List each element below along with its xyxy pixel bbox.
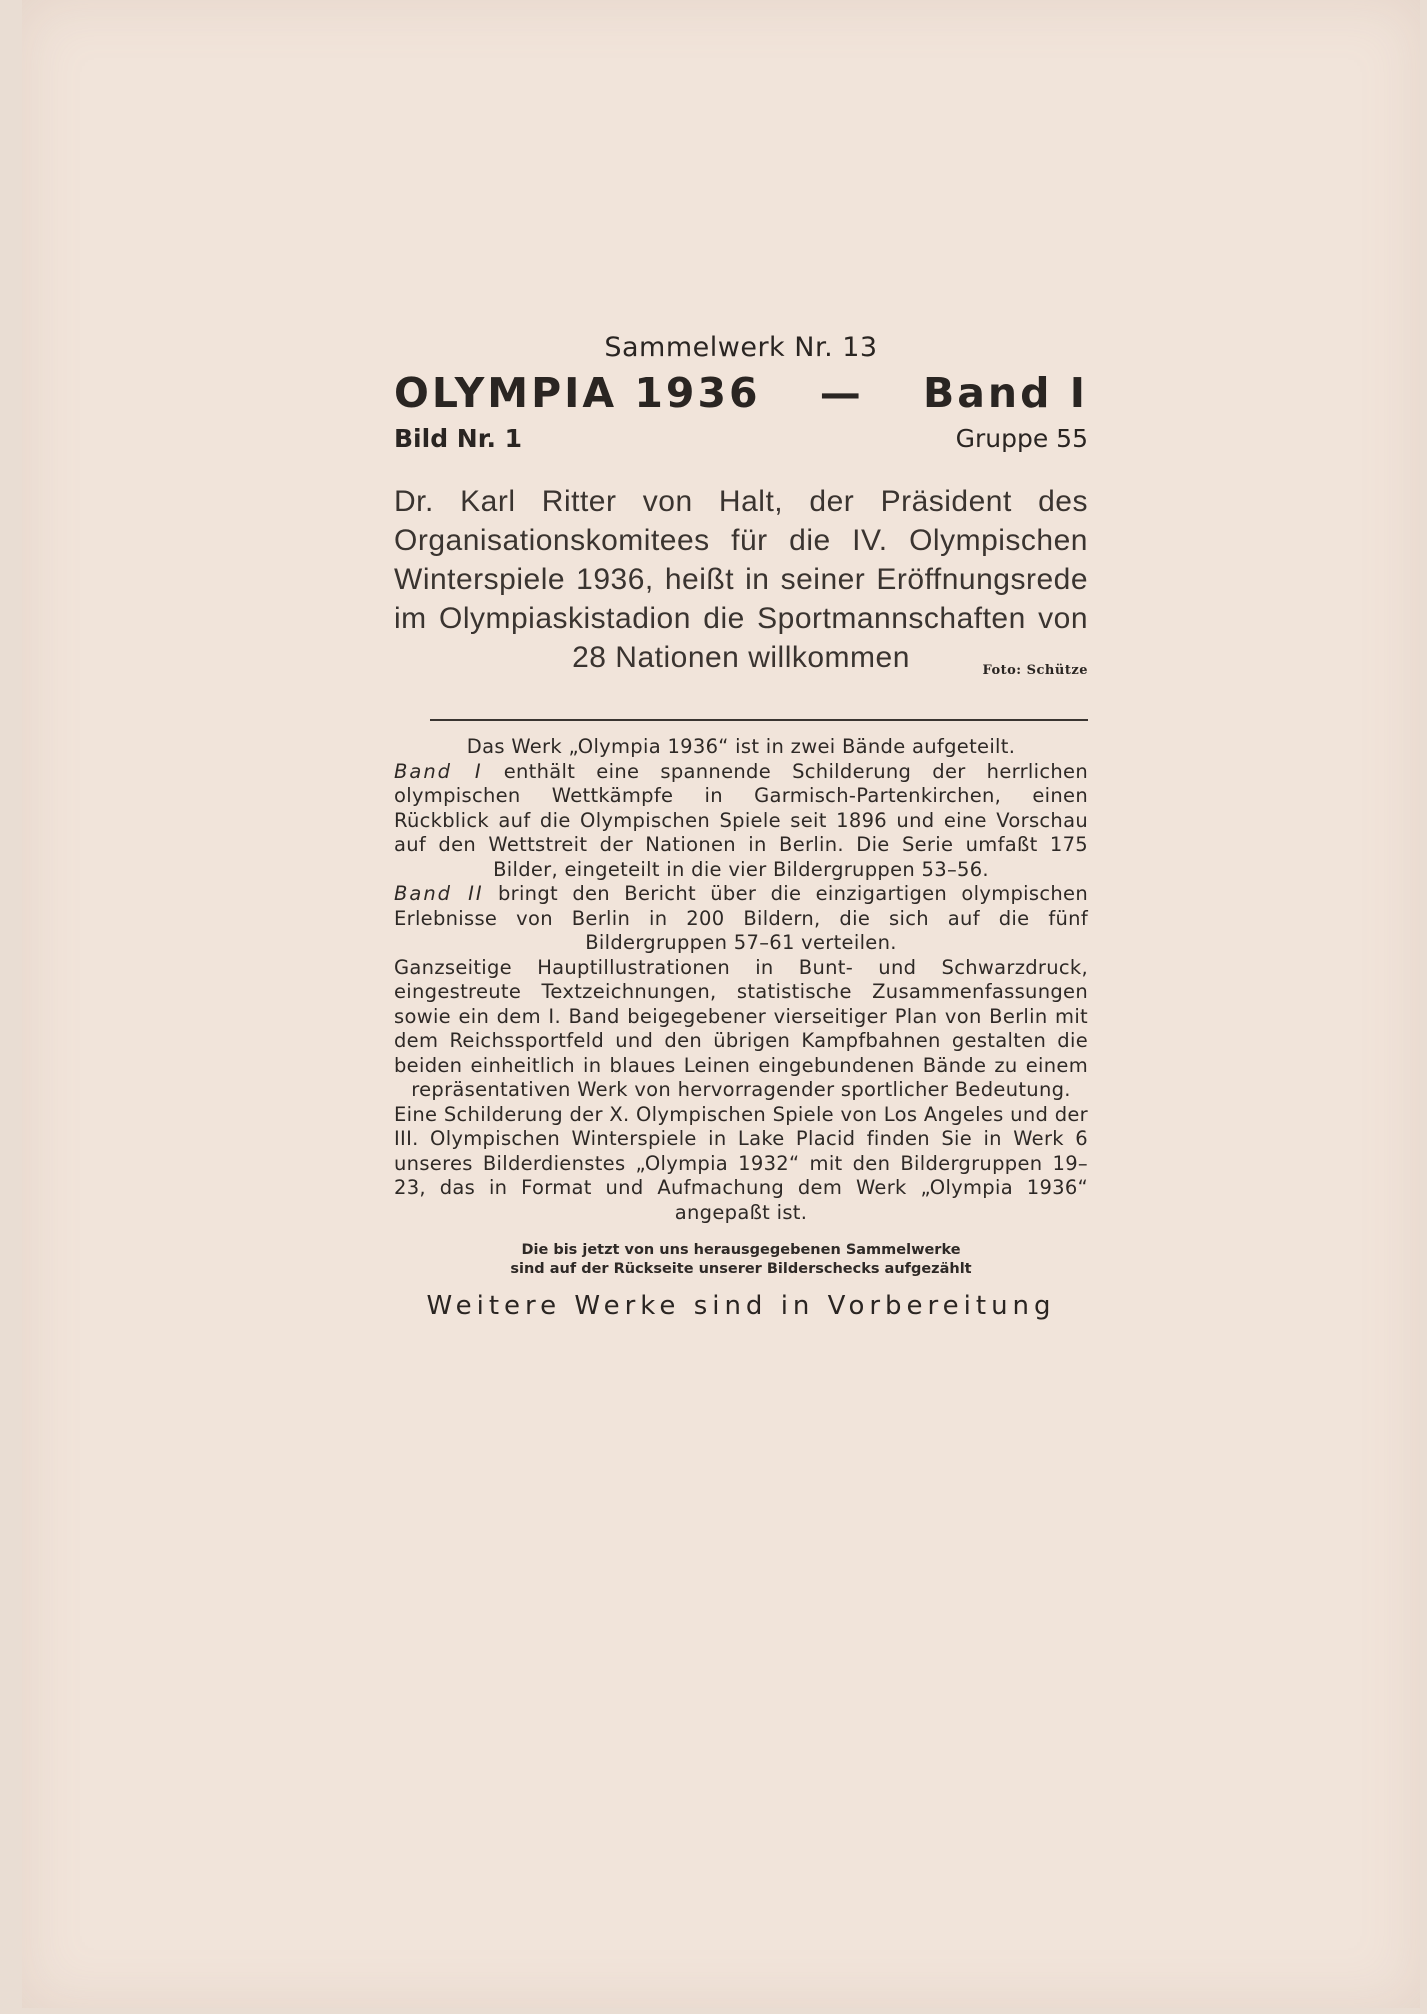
paragraph-olympia-1932: Eine Schilderung der X. Olympischen Spiele von Los Angeles und der III. Olympischen Winterspiele in Lake Placid finden Sie in Werk 6 unseres Bilderdienstes „Olympia 1932“ mit den Bildergruppen 19–23, das in Format und Aufmachung dem Werk „Olympia 1936“ angepaßt ist. bbox=[394, 1102, 1088, 1224]
photo-credit: Foto: Schütze bbox=[982, 663, 1088, 678]
divider bbox=[430, 719, 1088, 721]
note-line-1: Die bis jetzt von uns herausgegebenen Sammelwerke bbox=[521, 1242, 961, 1258]
card-back bbox=[22, 0, 1420, 2008]
description-text bbox=[394, 735, 1088, 1225]
band-1-label: Band I bbox=[394, 759, 483, 783]
title-right: Band I bbox=[923, 369, 1088, 417]
paragraph-band-2 bbox=[394, 882, 1088, 956]
publisher-note bbox=[394, 1241, 1088, 1279]
band-2-text: bringt den Bericht über die einzigartigen olympischen Erlebnisse von Berlin in 200 Bildern, die sich auf die fünf Bildergruppen 57–61 verteilen. bbox=[394, 882, 1088, 954]
band-2-label: Band II bbox=[394, 882, 484, 905]
more-works-line: Weitere Werke sind in Vorbereitung bbox=[426, 1291, 1056, 1321]
text-column bbox=[394, 330, 1088, 1321]
paragraph-band-1 bbox=[394, 760, 1088, 883]
paragraph-intro: Das Werk „Olympia 1936“ ist in zwei Bände aufgeteilt. bbox=[466, 735, 1016, 758]
picture-number: Bild Nr. 1 bbox=[394, 424, 523, 453]
group-number: Gruppe 55 bbox=[955, 424, 1088, 453]
note-line-2: sind auf der Rückseite unserer Bilderschecks aufgezählt bbox=[510, 1261, 972, 1277]
page-title bbox=[394, 368, 1088, 418]
subheader-row bbox=[394, 422, 1088, 456]
title-left: OLYMPIA 1936 bbox=[394, 369, 761, 417]
band-1-text: enthält eine spannende Schilderung der herrlichen olympischen Wettkämpfe in Garmisch-Partenkirchen, einen Rückblick auf die Olympischen Spiele seit 1896 und eine Vorschau auf den Wettstreit der Nationen in Berlin. Die Serie umfaßt 175 Bilder, eingeteilt in die vier Bildergruppen 53–56. bbox=[394, 759, 1089, 881]
picture-caption: Dr. Karl Ritter von Halt, der Präsident des Organisationskomitees für die IV. Olympischen Winterspiele 1936, heißt in seiner Eröffnungsrede im Olympiaskistadion die Sportmannschaften von 28 Nationen willkommen bbox=[394, 485, 1088, 674]
title-dash: — bbox=[819, 369, 864, 417]
paragraph-features: Ganzseitige Hauptillustrationen in Bunt- und Schwarzdruck, eingestreute Textzeichnungen, statistische Zusammenfassungen sowie ein dem I. Band beigegebener vierseitiger Plan von Berlin mit dem Reichssportfeld und den übrigen Kampfbahnen gestalten die beiden einheitlich in blaues Leinen eingebundenen Bände zu einem repräsentativen Werk von hervorragender sportlicher Bedeutung. bbox=[394, 955, 1088, 1101]
credit-row bbox=[394, 663, 1088, 703]
series-label: Sammelwerk Nr. 13 bbox=[604, 332, 878, 363]
